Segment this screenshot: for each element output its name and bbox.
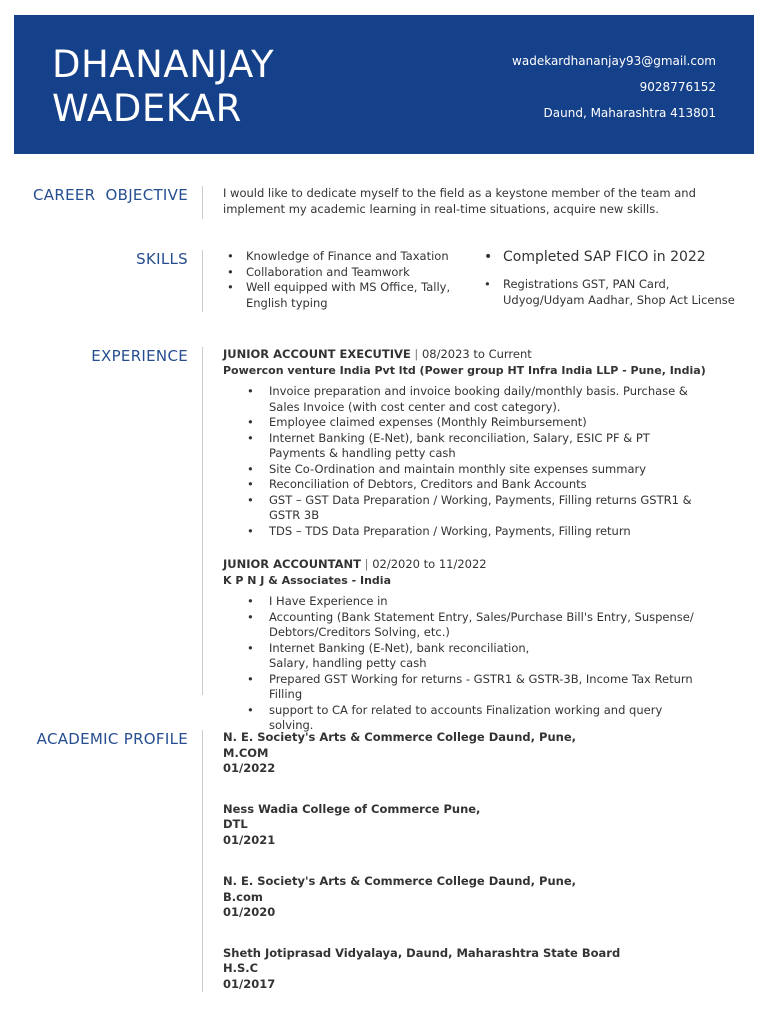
- skills-list-right: [480, 249, 750, 308]
- institution: Ness Wadia College of Commerce Pune,: [223, 801, 481, 816]
- job-entry: JUNIOR ACCOUNTANT | 02/2020 to 11/2022 K P N J & Associates - India • I Have Experience in • Accounting (Bank Statement Entry, Sales/Purchase Bill's Entry, Suspense/ Debtors/Creditors Solving, etc.) • Internet Banking (E-Net), bank reconciliation, Salary, handling petty cash • Prepared GST Working for returns - GSTR1 & GSTR-3B, Income Tax Return Filling • support to CA for related to accounts Finalization working and query solving.: [223, 557, 743, 734]
- list-item: • Reconciliation of Debtors, Creditors and Bank Accounts: [223, 477, 698, 493]
- skill-item: • Registrations GST, PAN Card, Udyog/Udyam Aadhar, Shop Act License: [480, 277, 750, 308]
- section-title-academic: ACADEMIC PROFILE: [36, 730, 188, 748]
- list-item: • Internet Banking (E-Net), bank reconciliation, Salary, ESIC PF & PT Payments & handling petty cash: [223, 431, 698, 462]
- job-dates: 02/2020 to 11/2022: [372, 557, 487, 571]
- graduation-date: 01/2022: [223, 761, 276, 775]
- graduation-date: 01/2021: [223, 832, 276, 847]
- job-dates: 08/2023 to Current: [421, 347, 532, 361]
- education-entry: [223, 874, 743, 921]
- section-title-experience: EXPERIENCE: [91, 347, 188, 365]
- list-item: • Internet Banking (E-Net), bank reconciliation, Salary, handling petty cash: [223, 641, 703, 672]
- skill-item: • Completed SAP FICO in 2022: [480, 247, 750, 267]
- degree: M.COM: [223, 745, 269, 760]
- phone-number: 9028776152: [639, 80, 716, 94]
- list-item: • Invoice preparation and invoice booking daily/monthly basis. Purchase & Sales Invoice (with cost center and cost category).: [223, 384, 698, 415]
- institution: N. E. Society's Arts & Commerce College Daund, Pune,: [223, 730, 576, 744]
- institution: Sheth Jotiprasad Vidyalaya, Daund, Maharashtra State Board: [223, 945, 621, 960]
- section-title-objective: CAREER OBJECTIVE: [33, 186, 188, 204]
- section-title-skills: SKILLS: [136, 250, 188, 268]
- job-company: Powercon venture India Pvt ltd (Power group HT Infra India LLP - Pune, India): [223, 363, 706, 377]
- job-entry: JUNIOR ACCOUNT EXECUTIVE | 08/2023 to Current Powercon venture India Pvt ltd (Power group HT Infra India LLP - Pune, India) • Invoice preparation and invoice booking daily/monthly basis. Purchase & Sales Invoice (with cost center and cost category). • Employee claimed expenses (Monthly Reimbursement) • Internet Banking (E-Net), bank reconciliation, Salary, ESIC PF & PT Payments & handling petty cash • Site Co-Ordination and maintain monthly site expenses summary • Reconciliation of Debtors, Creditors and Bank Accounts • GST – GST Data Preparation / Working, Payments, Filling returns GSTR1 & GSTR 3B • TDS – TDS Data Preparation / Working, Payments, Filling return: [223, 347, 743, 539]
- degree: DTL: [223, 817, 248, 831]
- experience-body: [223, 347, 743, 734]
- skill-item: • Well equipped with MS Office, Tally, English typing: [223, 280, 451, 311]
- list-item: • support to CA for related to accounts Finalization working and query solving.: [223, 703, 703, 734]
- job-bullets: [223, 384, 698, 539]
- graduation-date: 01/2020: [223, 905, 276, 919]
- skills-body: [223, 249, 743, 311]
- postal-address: Daund, Maharashtra 413801: [543, 106, 716, 120]
- list-item: • Site Co-Ordination and maintain monthly site expenses summary: [223, 462, 698, 478]
- institution: N. E. Society's Arts & Commerce College Daund, Pune,: [223, 874, 576, 888]
- name-first: DHANANJAY: [52, 43, 275, 86]
- education-entry: [223, 946, 743, 993]
- degree: B.com: [223, 889, 263, 904]
- objective-text: I would like to dedicate myself to the field as a keystone member of the team and implement my academic learning in real-time situations, acquire new skills.: [223, 186, 696, 216]
- job-title: JUNIOR ACCOUNT EXECUTIVE: [223, 347, 411, 361]
- contact-info: [512, 48, 716, 126]
- education-entry: [223, 730, 743, 777]
- name-last: WADEKAR: [52, 87, 242, 130]
- list-item: • Accounting (Bank Statement Entry, Sales/Purchase Bill's Entry, Suspense/ Debtors/Creditors Solving, etc.): [223, 610, 703, 641]
- resume-header: [14, 15, 754, 154]
- section-divider: [202, 730, 203, 992]
- list-item: • GST – GST Data Preparation / Working, Payments, Filling returns GSTR1 & GSTR 3B: [223, 493, 698, 524]
- email-address[interactable]: wadekardhananjay93@gmail.com: [512, 54, 716, 68]
- job-bullets: [223, 594, 703, 734]
- list-item: • Prepared GST Working for returns - GSTR1 & GSTR-3B, Income Tax Return Filling: [223, 672, 703, 703]
- section-divider: [202, 250, 203, 312]
- objective-body: [223, 186, 743, 217]
- skill-item: • Collaboration and Teamwork: [223, 265, 451, 281]
- candidate-name: [52, 43, 274, 131]
- skills-list-left: [223, 249, 451, 311]
- list-item: • TDS – TDS Data Preparation / Working, Payments, Filling return: [223, 524, 698, 540]
- degree: H.S.C: [223, 961, 259, 975]
- job-company: K P N J & Associates - India: [223, 573, 391, 587]
- section-divider: [202, 186, 203, 219]
- section-divider: [202, 347, 203, 695]
- education-entry: [223, 802, 743, 849]
- academic-body: [223, 730, 743, 992]
- graduation-date: 01/2017: [223, 976, 276, 991]
- skill-item: • Knowledge of Finance and Taxation: [223, 249, 451, 265]
- job-title: JUNIOR ACCOUNTANT: [223, 557, 361, 571]
- list-item: • I Have Experience in: [223, 594, 703, 610]
- list-item: • Employee claimed expenses (Monthly Reimbursement): [223, 415, 698, 431]
